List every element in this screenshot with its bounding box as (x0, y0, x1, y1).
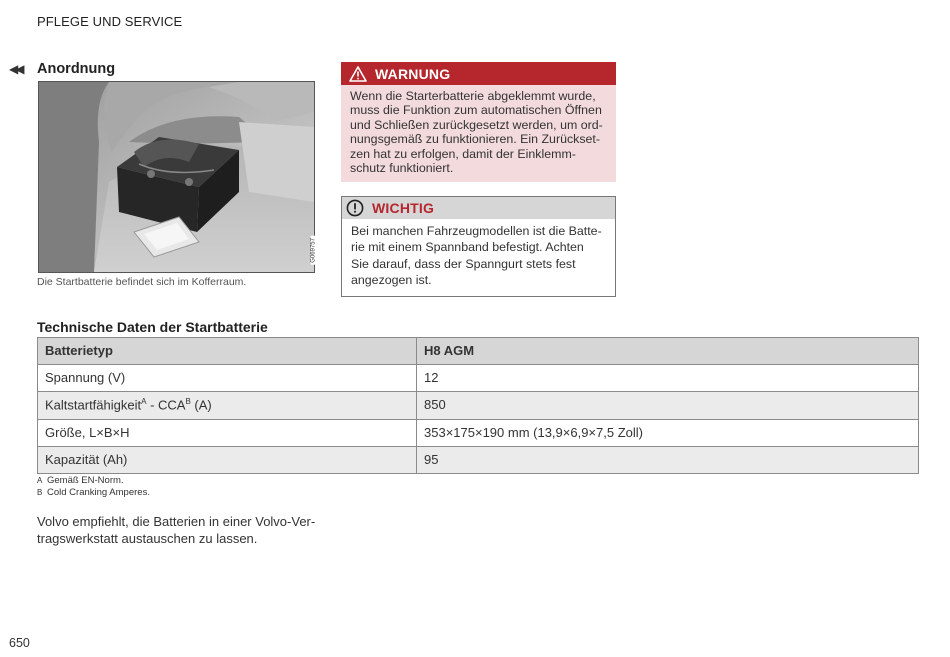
footnote-ref: A (141, 397, 147, 406)
important-line: Sie darauf, dass der Spanngurt stets fest (351, 256, 576, 271)
footnote (37, 487, 150, 499)
label-part: (A) (190, 397, 212, 413)
important-line: Bei manchen Fahrzeugmodellen ist die Batte- (351, 224, 602, 238)
warning-box (341, 62, 616, 182)
table-cell-label: Kapazität (Ah) (38, 447, 417, 474)
recommendation-text (37, 513, 315, 547)
warning-line: schutz funktioniert. (350, 161, 454, 176)
table-title: Technische Daten der Startbatterie (37, 319, 268, 335)
battery-spec-table (37, 337, 919, 474)
table-row (38, 392, 919, 420)
warning-text (341, 85, 616, 175)
exclamation-circle-icon (346, 199, 364, 217)
running-header: PFLEGE UND SERVICE (37, 14, 183, 29)
table-header-cell: H8 AGM (417, 338, 919, 365)
table-cell-value: 12 (417, 365, 919, 392)
important-text (342, 219, 615, 288)
table-header-cell: Batterietyp (38, 338, 417, 365)
important-label: WICHTIG (372, 200, 435, 216)
table-row (38, 447, 919, 474)
table-cell-value: 850 (417, 392, 919, 420)
label-part: Kaltstartfähigkeit (45, 397, 142, 413)
footnote-key: A (37, 476, 43, 485)
warning-triangle-icon (349, 66, 367, 82)
table-row (38, 420, 919, 447)
important-line: rie mit einem Spannband befestigt. Achten (351, 240, 584, 255)
battery-location-photo (38, 81, 315, 273)
warning-line: und Schließen zurückgesetzt werden, um ord- (350, 117, 603, 132)
image-code: G069757 (311, 238, 317, 263)
warning-label: WARNUNG (375, 65, 451, 82)
warning-header (341, 62, 616, 85)
footnotes (37, 475, 150, 499)
table-cell-value: 95 (417, 447, 919, 474)
important-line: angezogen ist. (351, 272, 432, 287)
recommendation-line: Volvo empfiehlt, die Batterien in einer Volvo-Ver- (37, 514, 316, 529)
footnote-key: B (37, 488, 43, 497)
warning-line: zen hat zu erfolgen, damit der Einklemm- (350, 146, 576, 161)
label-part: - CCA (146, 397, 186, 413)
page-number: 650 (9, 636, 30, 650)
table-header-row (38, 338, 919, 365)
footnote (37, 475, 150, 487)
warning-line: nungsgemäß zu funktionieren. Ein Zurückset- (350, 132, 601, 147)
double-chevron-left-icon[interactable]: ◀◀ (9, 62, 22, 76)
section-title: Anordnung (37, 61, 116, 77)
recommendation-line: tragswerkstatt austauschen zu lassen. (37, 531, 258, 546)
footnote-text: Cold Cranking Amperes. (47, 487, 150, 498)
table-row (38, 365, 919, 392)
table-cell-label (38, 392, 417, 420)
footnote-text: Gemäß EN-Norm. (47, 475, 124, 486)
warning-line: Wenn die Starterbatterie abgeklemmt wurde, (350, 89, 596, 103)
figure-caption: Die Startbatterie befindet sich im Kofferraum. (37, 276, 247, 288)
footnote-ref: B (185, 397, 191, 406)
important-box (341, 196, 616, 297)
table-cell-label: Spannung (V) (38, 365, 417, 392)
table-cell-label: Größe, L×B×H (38, 420, 417, 447)
table-cell-value: 353×175×190 mm (13,9×6,9×7,5 Zoll) (417, 420, 919, 447)
warning-line: muss die Funktion zum automatischen Öffnen (350, 103, 602, 118)
important-header (342, 197, 615, 219)
